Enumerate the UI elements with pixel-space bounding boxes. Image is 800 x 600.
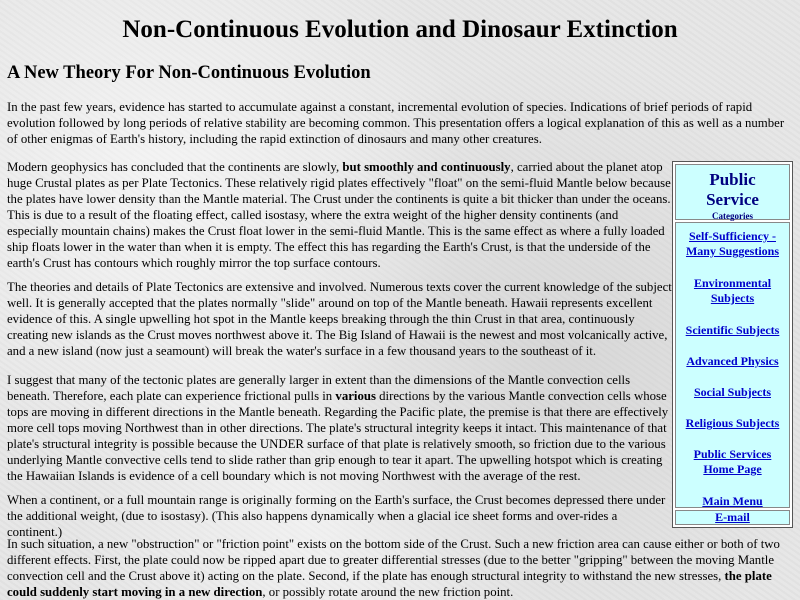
paragraph-intro: In the past few years, evidence has started to accumulate against a constant, incremental evolution of species. Indications of brief periods of rapid evolution followed by long periods of relative stability are becoming common. This presentation offers a logical explanation of this as well as a number of other enigmas of Earth's history, including the rapid extinction of dinosaurs and many other creatures. [7,100,785,146]
nav-link-advanced-physics[interactable]: Advanced Physics [686,354,779,368]
sidebar-categories-label: Categories [712,211,753,221]
sidebar-header [675,164,790,220]
sidebar-title-line2: Service [706,190,759,209]
paragraph-text: , or possibly rotate around the new friction point. [262,585,514,599]
paragraph-convection-cells [7,372,672,484]
paragraph-emphasis: various [335,389,376,403]
sidebar-public-service [672,161,793,528]
paragraph-emphasis: but smoothly and continuously [342,160,511,174]
paragraph-emphasis: the plate could suddenly start moving in a new direction [7,569,772,599]
nav-link-social-subjects[interactable]: Social Subjects [693,385,771,399]
sidebar-links [675,222,790,508]
nav-link-scientific-subjects[interactable]: Scientific Subjects [685,323,780,337]
paragraph-geophysics [7,159,672,271]
paragraph-text: I suggest that many of the tectonic plates are generally larger in extent than the dimensions of the Mantle convection cells beneath. Therefore, each plate can experience frictional pulls in [7,373,631,403]
nav-link-public-services-home[interactable]: Public Services Home Page [693,447,772,476]
paragraph-isostasy: When a continent, or a full mountain range is originally forming on the Earth's surface, the Crust becomes depressed there under the additional weight, (due to isostasy). (This also happens dynamically when a glacial ice sheet forms and over-rides a continent.) [7,493,666,539]
page-title: Non-Continuous Evolution and Dinosaur Extinction [122,16,678,43]
sidebar-email-cell [675,510,790,525]
paragraph-text: In such situation, a new "obstruction" or "friction point" exists on the bottom side of the Crust. Such a new friction area can cause either or both of two different effects. First, the plate could now be ripped apart due to greater differential stresses (due to the better "gripping" between the moving Mantle convection cell and the Crust above it) acting on the plate. Second, if the plate has enough structural integrity to withstand the new stresses, [7,537,780,583]
nav-link-religious-subjects[interactable]: Religious Subjects [685,416,780,430]
paragraph-friction-point [7,536,793,600]
page-subtitle: A New Theory For Non-Continuous Evolution [7,63,371,83]
paragraph-plate-tectonics: The theories and details of Plate Tectonics are extensive and involved. Numerous texts cover the current knowledge of the subject well. It is generally accepted that the plates normally "slide" around on top of the Mantle beneath. Hawaii represents excellent evidence of this. A single upwelling hot spot in the Mantle keeps breaking through the thin Crust in that area, continuously creating new islands as the Crust moves northwest above it. The Big Island of Hawaii is the newest and most volcanically active, and a new island (now just a seamount) will break the water's surface in a few thousand years to the southeast of it. [7,280,672,358]
nav-link-environmental-subjects[interactable]: Environmental Subjects [693,276,772,305]
paragraph-text: directions by the various Mantle convection cells whose tops are moving in different directions in the Mantle beneath. Regarding the Pacific plate, the premise is that there are effectively more cell tops moving Northwest than in other directions. The plate's structural integrity keeps it intact. This maintenance of that plate's structural integrity is possible because the UNDER surface of that plate is relatively smooth, so friction due to the various underlying Mantle convective cells tend to slide rather than grip enough to tear it apart. The upwelling hotspot which is creating the Hawaiian Islands is evidence of a cell boundary which is not moving Northwest with the average of the rest. [7,389,669,483]
email-link[interactable]: E-mail [715,510,750,524]
paragraph-text: Modern geophysics has concluded that the continents are slowly, [7,160,343,174]
sidebar-inner [675,164,790,525]
nav-link-self-sufficiency[interactable]: Self-Sufficiency - Many Suggestions [685,229,780,258]
sidebar-title-line1: Public [709,170,756,189]
nav-link-main-menu[interactable]: Main Menu [702,494,763,508]
paragraph-text: , carried about the planet atop huge Crustal plates as per Plate Tectonics. These relatively rigid plates effectively "float" on the semi-fluid Mantle below because the plates have lower density than the Mantle material. The Crust under the continents is quite a bit thicker than under the oceans. This is due to a result of the floating effect, called isostasy, where the extra weight of the higher density continents (and especially mountain chains) makes the Crust float lower in the semi-fluid Mantle. This is the same effect as where a fully loaded ship floats lower in the water than when it is empty. The effect this has regarding the Earth's Crust, is that the underside of the earth's Crust has contours which roughly mirror the top surface contours. [7,160,671,270]
